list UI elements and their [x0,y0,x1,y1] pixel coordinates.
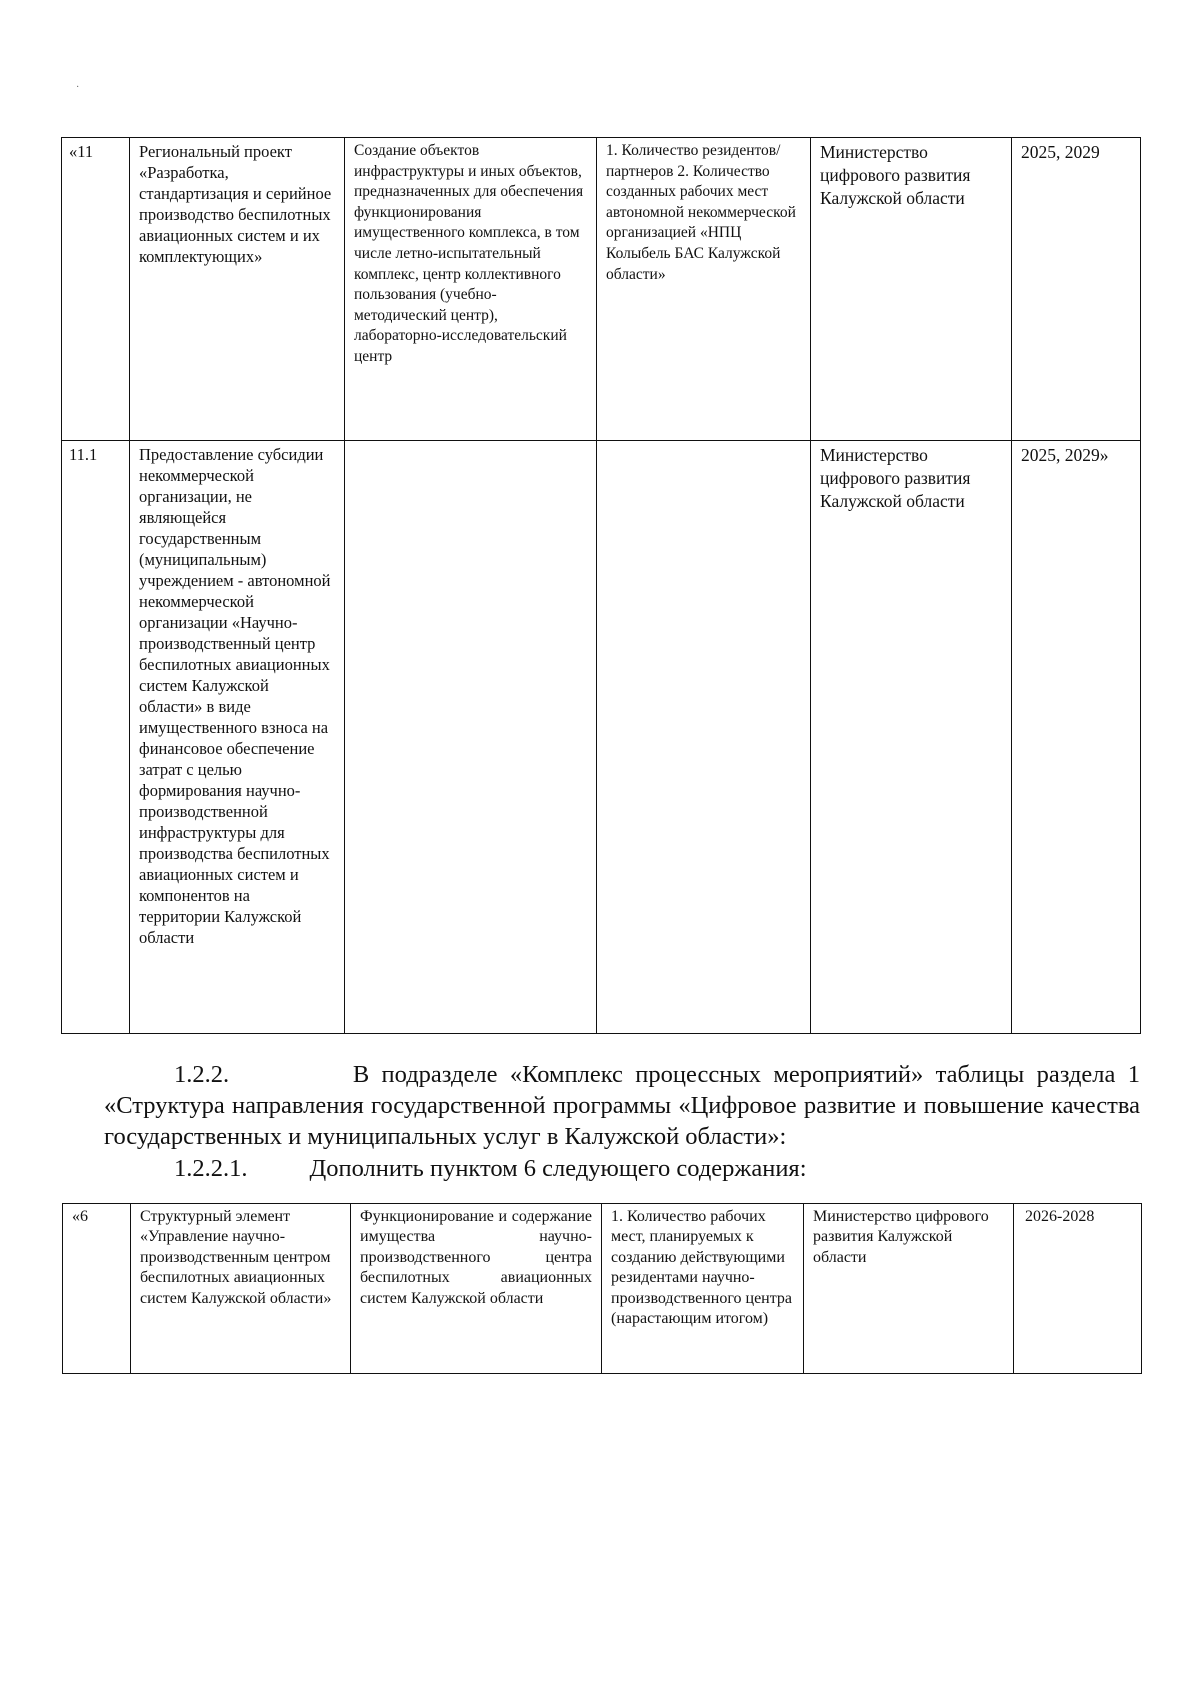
row-years: 2026-2028 [1014,1204,1142,1374]
row-responsible: Министерство цифрового развития Калужской области [804,1204,1014,1374]
row-years: 2025, 2029» [1012,441,1141,1034]
paragraph-1-2-2-1 [104,1153,1140,1184]
row-number: 11.1 [62,441,130,1034]
row-name: Региональный проект «Разработка, стандартизация и серийное производство беспилотных авиационных систем и их комплектующих» [130,138,345,441]
row-indicator: 1. Количество рабочих мест, планируемых к созданию действующими резидентами научно-производственного центра (нарастающим итогом) [602,1204,804,1374]
structure-table-processes [62,1203,1142,1374]
paragraph-number: 1.2.2. [174,1061,230,1088]
row-number: «6 [63,1204,131,1374]
row-name: Структурный элемент «Управление научно-производственным центром беспилотных авиационных систем Калужской области» [131,1204,351,1374]
table-row [62,138,1141,441]
row-indicator: 1. Количество резидентов/партнеров 2. Количество созданных рабочих мест автономной некоммерческой организацией «НПЦ Колыбель БАС Калужской области» [597,138,811,441]
page-mark: · [76,82,80,93]
table-row [63,1204,1142,1374]
row-responsible: Министерство цифрового развития Калужской области [811,441,1012,1034]
paragraph-number: 1.2.2.1. [174,1155,248,1182]
paragraph-1-2-2 [104,1059,1140,1152]
row-years: 2025, 2029 [1012,138,1141,441]
row-task [345,441,597,1034]
structure-table-projects [61,137,1141,1034]
table-row [62,441,1141,1034]
row-indicator [597,441,811,1034]
paragraph-text: Дополнить пунктом 6 следующего содержания: [309,1155,807,1182]
paragraph-text: В подразделе «Комплекс процессных мероприятий» таблицы раздела 1 «Структура направления государственной программы «Цифровое развитие и повышение качества государственных и муниципальных услуг в Калужской области»: [104,1061,1141,1150]
row-name: Предоставление субсидии некоммерческой организации, не являющейся государственным (муниципальным) учреждением - автономной некоммерческой организации «Научно-производственный центр беспилотных авиационных систем Калужской области» в виде имущественного взноса на финансовое обеспечение затрат с целью формирования научно-производственной инфраструктуры для производства беспилотных авиационных систем и компонентов на территории Калужской области [130,441,345,1034]
row-task: Функционирование и содержание имущества научно-производственного центра беспилотных авиационных систем Калужской области [351,1204,602,1374]
row-responsible: Министерство цифрового развития Калужской области [811,138,1012,441]
row-task: Создание объектов инфраструктуры и иных объектов, предназначенных для обеспечения функционирования имущественного комплекса, в том числе летно-испытательный комплекс, центр коллективного пользования (учебно-методический центр), лабораторно-исследовательский центр [345,138,597,441]
row-number: «11 [62,138,130,441]
